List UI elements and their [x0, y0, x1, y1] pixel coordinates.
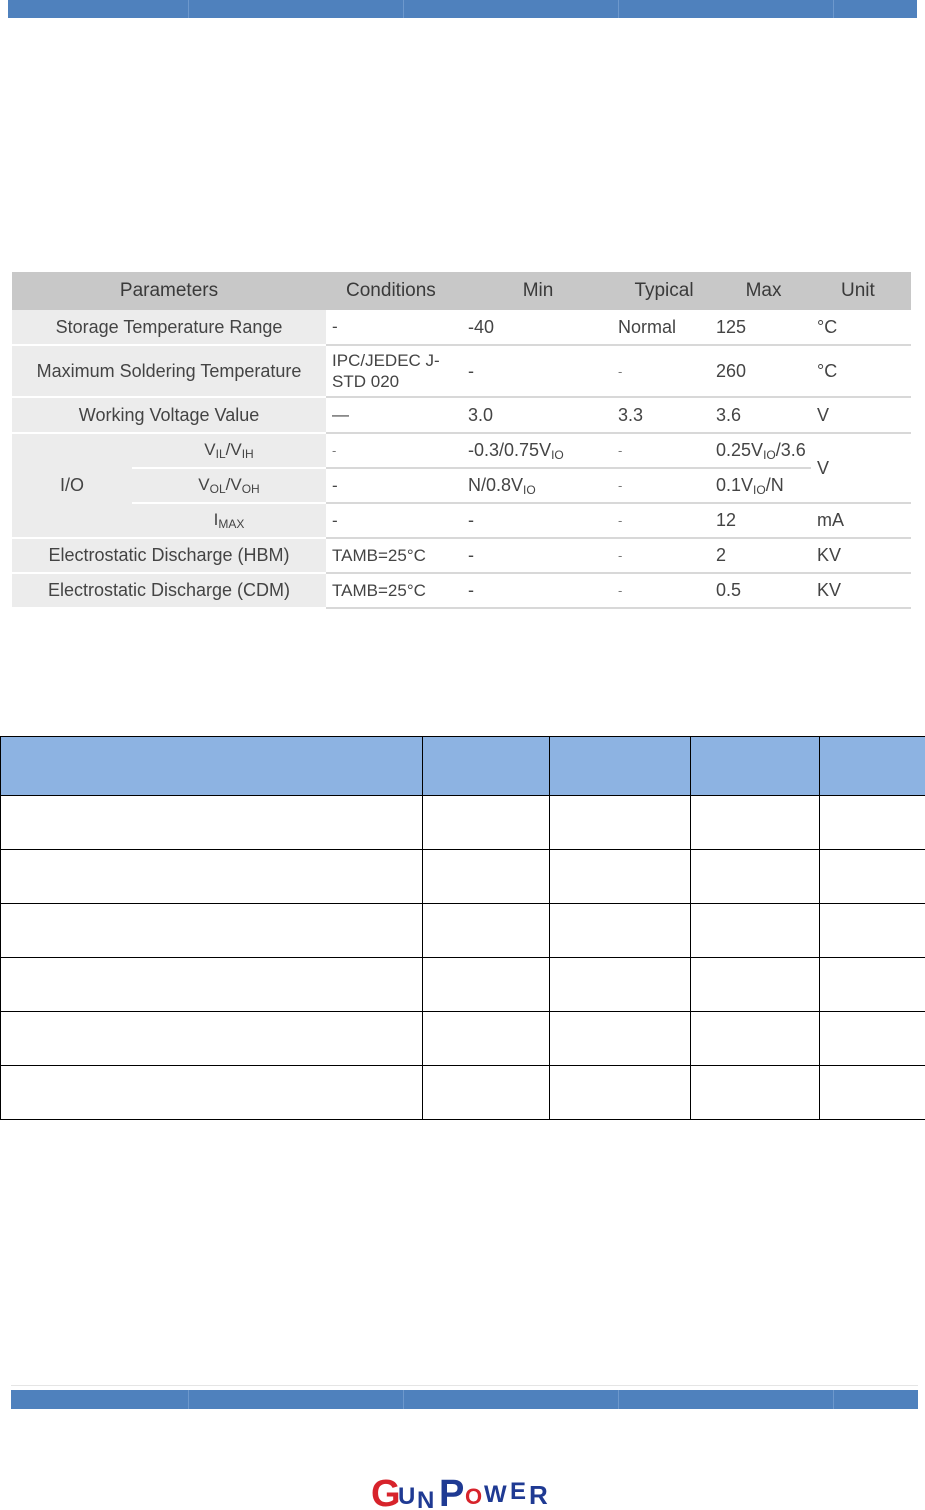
header-bar-segment	[619, 0, 834, 18]
gunpower-logo	[371, 1472, 557, 1510]
param-storage: Storage Temperature Range	[12, 310, 326, 345]
unit-storage: °C	[811, 310, 911, 345]
grid-cell	[1, 796, 423, 850]
specs-header-row	[12, 272, 911, 310]
min-solder: -	[464, 345, 612, 397]
min-vil: $-0.3/0.75V_{IO}$	[464, 433, 612, 468]
sub-vol-voh: $V_{OL}/V_{OH}$	[132, 468, 326, 503]
table-row	[12, 573, 911, 608]
sub-vil-vih: $V_{IL}/V_{IH}$	[132, 433, 326, 468]
grid-cell	[691, 958, 820, 1012]
min-cdm: -	[464, 573, 612, 608]
max-voltage: 3.6	[716, 397, 811, 433]
grid-cell	[423, 850, 550, 904]
header-bar	[8, 0, 917, 18]
table-row	[12, 345, 911, 397]
footer-bar-segment	[11, 1390, 189, 1409]
grid-cell	[820, 1012, 925, 1066]
grid-cell	[1, 1066, 423, 1120]
typ-solder: -	[612, 345, 716, 397]
table-row	[12, 433, 911, 468]
header-max: Max	[716, 272, 811, 310]
grid-cell	[550, 958, 691, 1012]
unit-voltage: V	[811, 397, 911, 433]
typ-storage: Normal	[612, 310, 716, 345]
cond-storage: -	[326, 310, 464, 345]
grid-cell	[691, 1012, 820, 1066]
table-row	[12, 503, 911, 538]
param-solder: Maximum Soldering Temperature	[12, 345, 326, 397]
grid-header-cell	[550, 737, 691, 796]
typ-voltage: 3.3	[612, 397, 716, 433]
max-vil: $0.25V_{IO}/3.6$	[716, 433, 811, 468]
max-storage: 125	[716, 310, 811, 345]
param-hbm: Electrostatic Discharge (HBM)	[12, 538, 326, 573]
cond-imax: -	[326, 503, 464, 538]
unit-solder: °C	[811, 345, 911, 397]
empty-grid-table	[0, 736, 925, 1120]
max-imax: 12	[716, 503, 811, 538]
logo-letter: R	[529, 1480, 548, 1510]
grid-cell	[820, 850, 925, 904]
table-row	[12, 468, 911, 503]
grid-header-cell	[423, 737, 550, 796]
footer-bar-segment	[189, 1390, 404, 1409]
footer-bar-segment	[834, 1390, 918, 1409]
grid-cell	[550, 796, 691, 850]
footer-bar-segment	[404, 1390, 619, 1409]
table-row	[12, 538, 911, 573]
logo-letter: N	[417, 1487, 435, 1510]
typ-vol: -	[612, 468, 716, 503]
min-storage: -40	[464, 310, 612, 345]
unit-cdm: KV	[811, 573, 911, 608]
typ-vil: -	[612, 433, 716, 468]
param-voltage: Working Voltage Value	[12, 397, 326, 433]
header-conditions: Conditions	[326, 272, 464, 310]
header-bar-segment	[404, 0, 619, 18]
grid-cell	[691, 1066, 820, 1120]
param-cdm: Electrostatic Discharge (CDM)	[12, 573, 326, 608]
max-solder: 260	[716, 345, 811, 397]
logo-letter: O	[465, 1484, 483, 1509]
max-cdm: 0.5	[716, 573, 811, 608]
min-hbm: -	[464, 538, 612, 573]
unit-vil-vol: V	[811, 433, 911, 503]
typ-hbm: -	[612, 538, 716, 573]
grid-cell	[820, 904, 925, 958]
grid-cell	[1, 904, 423, 958]
grid-header-cell	[820, 737, 925, 796]
min-vol: $N/0.8V_{IO}$	[464, 468, 612, 503]
grid-header-cell	[691, 737, 820, 796]
footer-bar-segment	[619, 1390, 834, 1409]
typ-cdm: -	[612, 573, 716, 608]
header-typical: Typical	[612, 272, 716, 310]
grid-cell	[423, 958, 550, 1012]
table-row	[12, 397, 911, 433]
grid-cell	[1, 850, 423, 904]
unit-hbm: KV	[811, 538, 911, 573]
grid-cell	[550, 904, 691, 958]
max-vol: $0.1V_{IO}/N$	[716, 468, 811, 503]
typ-imax: -	[612, 503, 716, 538]
header-bar-segment	[834, 0, 917, 18]
logo-letter: P	[439, 1473, 465, 1510]
sub-imax: $I_{MAX}$	[132, 503, 326, 538]
table-row	[1, 958, 925, 1012]
grid-cell	[550, 850, 691, 904]
cond-hbm: TAMB=25°C	[326, 538, 464, 573]
min-imax: -	[464, 503, 612, 538]
header-bar-segment	[189, 0, 404, 18]
grid-cell	[423, 796, 550, 850]
min-voltage: 3.0	[464, 397, 612, 433]
grid-cell	[423, 904, 550, 958]
grid-cell	[1, 958, 423, 1012]
footer-bar	[11, 1390, 918, 1409]
table-row	[1, 904, 925, 958]
param-io: I/O	[12, 433, 132, 538]
table-row	[12, 310, 911, 345]
logo-letter: W	[484, 1481, 507, 1508]
cond-cdm: TAMB=25°C	[326, 573, 464, 608]
grid-cell	[423, 1012, 550, 1066]
grid-header-cell	[1, 737, 423, 796]
specs-table	[12, 272, 911, 609]
grid-cell	[820, 796, 925, 850]
grid-cell	[691, 904, 820, 958]
grid-cell	[550, 1066, 691, 1120]
table-row	[1, 1012, 925, 1066]
unit-imax: mA	[811, 503, 911, 538]
cond-solder: IPC/JEDEC J-STD 020	[326, 345, 464, 397]
logo-letter: U	[398, 1483, 416, 1510]
cond-vol: -	[326, 468, 464, 503]
cond-voltage: —	[326, 397, 464, 433]
header-bar-segment	[8, 0, 189, 18]
max-hbm: 2	[716, 538, 811, 573]
footer-rule	[11, 1385, 918, 1386]
table-row	[1, 850, 925, 904]
grid-cell	[820, 958, 925, 1012]
grid-header-row	[1, 737, 925, 796]
grid-cell	[820, 1066, 925, 1120]
table-row	[1, 796, 925, 850]
grid-cell	[691, 850, 820, 904]
logo-letter: E	[510, 1478, 527, 1505]
logo-letter: G	[371, 1473, 401, 1510]
grid-cell	[550, 1012, 691, 1066]
cond-vil: -	[326, 433, 464, 468]
table-row	[1, 1066, 925, 1120]
grid-cell	[691, 796, 820, 850]
grid-cell	[423, 1066, 550, 1120]
grid-cell	[1, 1012, 423, 1066]
header-unit: Unit	[811, 272, 911, 310]
header-parameters: Parameters	[12, 272, 326, 310]
header-min: Min	[464, 272, 612, 310]
